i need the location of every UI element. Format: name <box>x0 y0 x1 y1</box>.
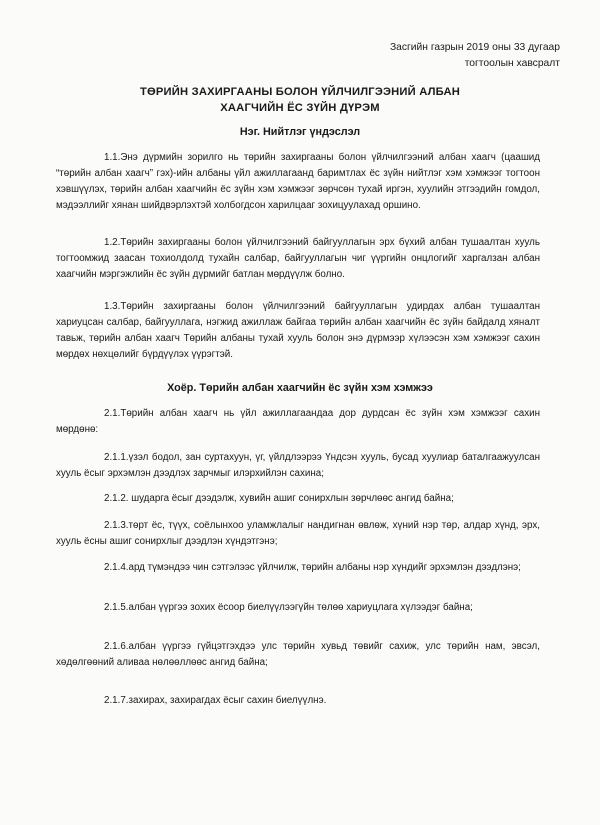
section-1-heading: Нэг. Нийтлэг үндэслэл <box>239 126 361 138</box>
paragraph-2-1-5: 2.1.5.албан үүргээ зохих ёсоор биелүүлээгүйн төлөө хариуцлага хүлээдэг байна; <box>104 602 473 613</box>
paragraph-2-1-3: 2.1.3.төрт ёс, түүх, соёлынхоо уламжлалыг нандигнан өвлөж, хүний нэр төр, алдар хүнд, эрх, хууль ёсны ашиг сонирхлыг дээдлэн хүндэтгэнэ; <box>56 520 540 547</box>
paragraph-2-1: 2.1.Төрийн албан хаагч нь үйл ажиллагаандаа дор дурдсан ёс зүйн хэм хэмжээг сахин мөрдөнө: <box>56 408 540 435</box>
approval-note-line-1: Засгийн газрын 2019 оны 33 дугаар <box>389 42 560 53</box>
paragraph-2-1-2: 2.1.2. шударга ёсыг дээдэлж, хувийн ашиг сонирхлын зөрчлөөс ангид байна; <box>104 493 454 504</box>
document-title-line-1: ТӨРИЙН ЗАХИРГААНЫ БОЛОН ҮЙЛЧИЛГЭЭНИЙ АЛБАН <box>139 86 461 98</box>
paragraph-1-2: 1.2.Төрийн захиргааны болон үйлчилгээний байгууллагын эрх бүхий албан тушаалтан хууль тогтоомжид заасан тохиолдолд тухайн салбар, байгууллагын чиг үүргийн онцлогийг харгалзан албан хаагчийн мэргэжлийн ёс зүйн дүрмийг батлан мөрдүүлж болно. <box>56 237 540 280</box>
document-title <box>60 84 540 116</box>
paragraph-2-1-4: 2.1.4.ард түмэндээ чин сэтгэлээс үйлчилж, төрийн албаны нэр хүндийг эрхэмлэн дээдлэнэ; <box>104 562 521 573</box>
paragraph-1-1: 1.1.Энэ дүрмийн зорилго нь төрийн захиргааны болон үйлчилгээний албан хаагч (цаашид “төрийн албан хаагч” гэх)-ийн албаны үйл ажиллагаанд баримтлах ёс зүйн нийтлэг хэм хэмжээг тогтоон хэвшүүлэх, төрийн албан хаагчийн ёс зүйн хэм хэмжээг зөрчсөн тухай иргэн, хуулийн этгээдийн гомдол, мэдээллийг хянан шийдвэрлэхтэй холбогдсон харилцааг зохицуулахад оршино. <box>56 152 540 211</box>
approval-note-line-2: тогтоолын хавсралт <box>464 58 560 69</box>
paragraph-2-1-1: 2.1.1.үзэл бодол, зан суртахуун, үг, үйлдлээрээ Үндсэн хууль, бусад хуулиар баталгаажуулсан хууль ёсыг эрхэмлэн дээдлэх зарчмыг илэрхийлэн сахина; <box>56 452 540 479</box>
paragraph-2-1-7: 2.1.7.захирах, захирагдах ёсыг сахин биелүүлнэ. <box>104 695 327 706</box>
section-2-heading: Хоёр. Төрийн албан хаагчийн ёс зүйн хэм хэмжээ <box>167 382 433 394</box>
approval-note <box>300 40 560 72</box>
paragraph-1-3: 1.3.Төрийн захиргааны болон үйлчилгээний байгууллагын удирдах албан тушаалтан хариуцсан салбар, байгууллага, нэгжид ажиллаж байгаа төрийн албан хаагчийн ёс зүйн байдалд хяналт тавьж, төрийн албан хаагч Төрийн албаны тухай хууль болон энэ дүрмээр хүлээсэн хэм хэмжээг сахин мөрдөх нөхцөлийг бүрдүүлэх үүрэгтэй. <box>56 301 540 360</box>
document-title-line-2: ХААГЧИЙН ЁС ЗҮЙН ДҮРЭМ <box>220 102 380 114</box>
paragraph-2-1-6: 2.1.6.албан үүргээ гүйцэтгэхдээ улс төрийн хувьд төвийг сахиж, улс төрийн нам, эвсэл, хөдөлгөөний аливаа нөлөөллөөс ангид байна; <box>56 641 540 668</box>
